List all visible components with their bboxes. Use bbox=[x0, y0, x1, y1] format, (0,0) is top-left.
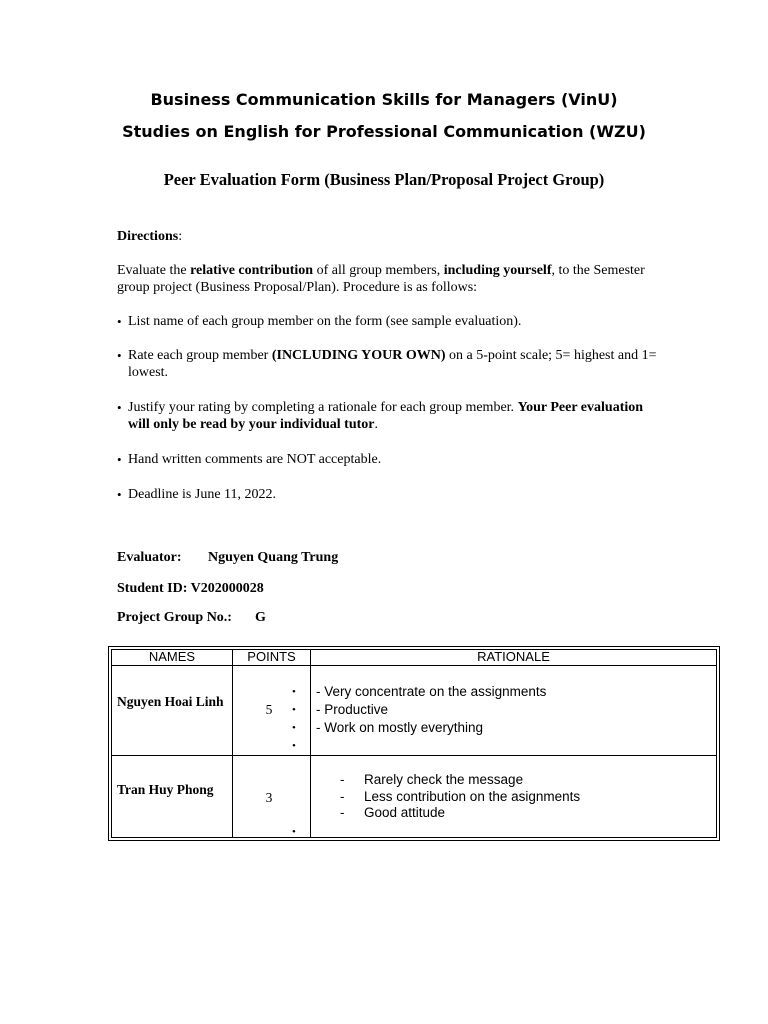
column-header-names: NAMES bbox=[148, 649, 196, 664]
procedure-text-bold: Your Peer evaluation will only be read by your individual tutor bbox=[128, 400, 644, 432]
rationale-line: - Productive bbox=[316, 702, 389, 717]
member-points: 5 bbox=[265, 702, 273, 717]
bullet-icon: • bbox=[117, 314, 122, 329]
bullet-icon: • bbox=[292, 704, 296, 716]
rationale-line: - Work on mostly everything bbox=[316, 720, 484, 735]
intro-text-1: Evaluate the bbox=[117, 263, 191, 278]
intro-text-2: of all group members, bbox=[313, 263, 444, 278]
intro-bold-including-yourself: including yourself bbox=[443, 263, 552, 278]
column-header-points: POINTS bbox=[247, 649, 296, 664]
evaluator-label: Evaluator: bbox=[117, 550, 182, 565]
form-title: Peer Evaluation Form (Business Plan/Proposal Project Group) bbox=[163, 170, 605, 189]
directions-label: Directions bbox=[117, 229, 179, 244]
directions-colon: : bbox=[178, 229, 183, 244]
table-row-divider bbox=[111, 755, 717, 756]
bullet-icon: • bbox=[292, 740, 296, 752]
procedure-text-pre: Rate each group member bbox=[128, 348, 272, 363]
bullet-icon: • bbox=[117, 452, 122, 467]
project-group-value: G bbox=[255, 610, 266, 625]
member-points: 3 bbox=[265, 790, 273, 805]
bullet-icon: • bbox=[117, 348, 122, 363]
intro-text-3: , to the Semester group project (Business Proposal/Plan). Procedure is as follows: bbox=[117, 263, 645, 295]
project-group-label: Project Group No.: bbox=[117, 610, 232, 625]
procedure-text-post: . bbox=[374, 417, 378, 432]
procedure-item-text bbox=[128, 347, 658, 381]
procedure-item-text: List name of each group member on the form (see sample evaluation). bbox=[128, 314, 522, 329]
bullet-icon: • bbox=[292, 722, 296, 734]
rationale-line: Rarely check the message bbox=[364, 772, 524, 787]
procedure-text-pre: Justify your rating by completing a rationale for each group member. bbox=[128, 400, 518, 415]
student-id: Student ID: V202000028 bbox=[117, 581, 264, 596]
member-name: Tran Huy Phong bbox=[117, 782, 214, 797]
directions-intro bbox=[117, 262, 657, 296]
procedure-item-text: Deadline is June 11, 2022. bbox=[128, 487, 277, 502]
rationale-line: Less contribution on the asignments bbox=[364, 789, 581, 804]
bullet-icon: • bbox=[117, 400, 122, 415]
bullet-icon: • bbox=[292, 686, 296, 698]
bullet-icon: • bbox=[292, 826, 296, 838]
procedure-text-bold: (INCLUDING YOUR OWN) bbox=[271, 348, 446, 363]
rationale-dash: - bbox=[340, 789, 345, 804]
bullet-icon: • bbox=[117, 487, 122, 502]
evaluator-name: Nguyen Quang Trung bbox=[208, 550, 339, 565]
procedure-item-text: Hand written comments are NOT acceptable. bbox=[128, 452, 382, 467]
column-header-rationale: RATIONALE bbox=[477, 649, 550, 664]
rationale-dash: - bbox=[340, 772, 345, 787]
course-title-vinu: Business Communication Skills for Managers (VinU) bbox=[150, 90, 618, 109]
rationale-line: Good attitude bbox=[364, 805, 446, 820]
procedure-item-text bbox=[128, 399, 658, 433]
member-name: Nguyen Hoai Linh bbox=[117, 694, 224, 709]
intro-bold-relative-contribution: relative contribution bbox=[190, 263, 314, 278]
procedure-text-post: on a 5-point scale; 5= highest and 1= lowest. bbox=[128, 348, 657, 380]
table-header-divider bbox=[111, 665, 717, 666]
rationale-line: - Very concentrate on the assignments bbox=[316, 684, 547, 699]
directions-heading bbox=[117, 228, 182, 245]
table-divider-names bbox=[232, 649, 233, 838]
course-title-wzu: Studies on English for Professional Communication (WZU) bbox=[122, 122, 646, 141]
table-divider-points bbox=[310, 649, 311, 838]
rationale-dash: - bbox=[340, 805, 345, 820]
